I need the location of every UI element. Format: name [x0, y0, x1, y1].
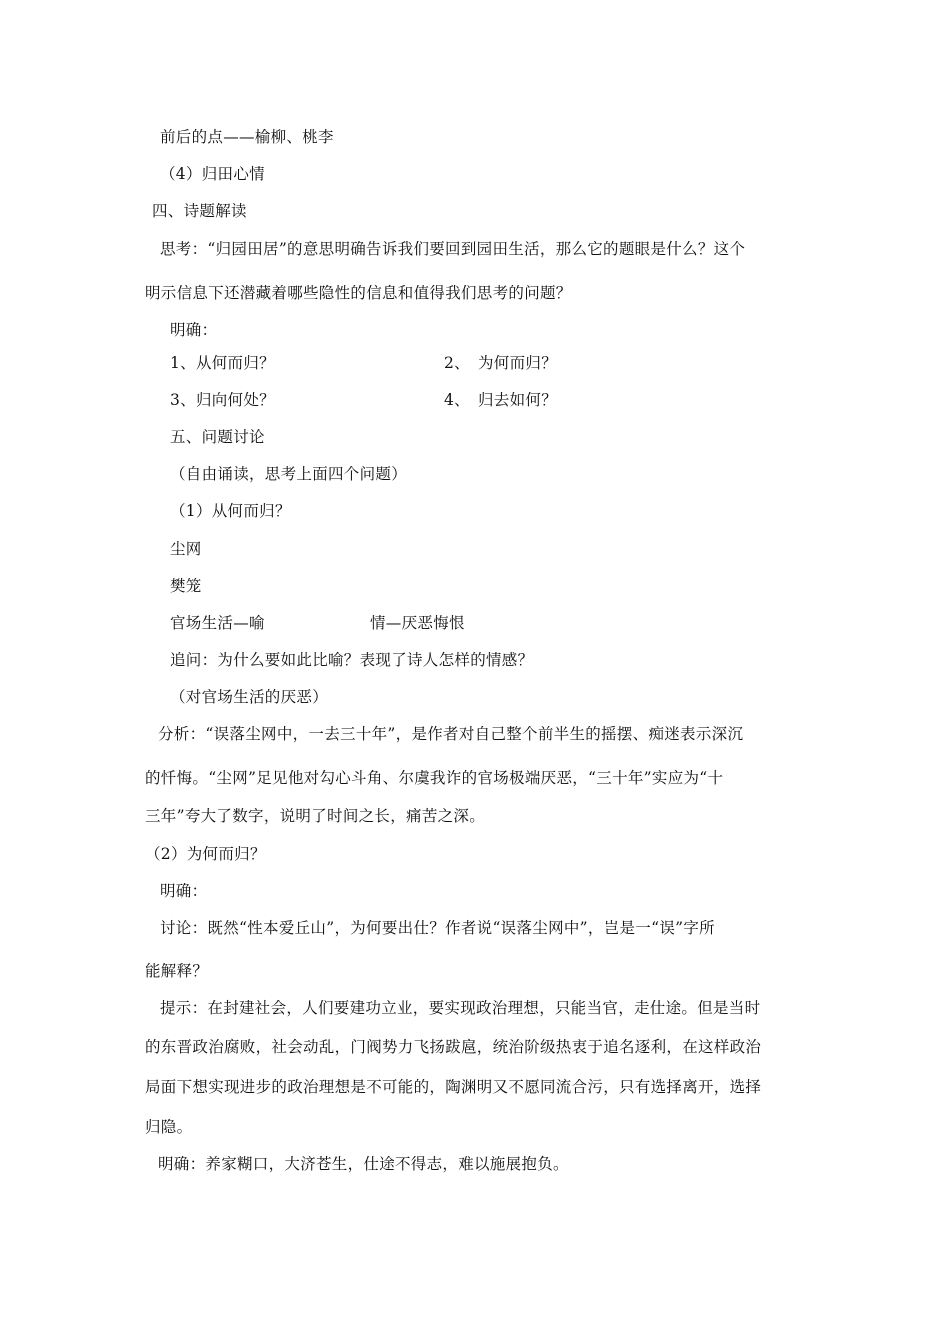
text-line: 情—厌恶悔恨	[370, 614, 465, 632]
text-line: （自由诵读，思考上面四个问题）	[170, 465, 408, 483]
text-line: 明确：	[170, 321, 218, 339]
question-item: 2、 为何而归？	[444, 354, 558, 372]
question-item: 4、 归去如何？	[444, 391, 558, 409]
paragraph-line: 提示：在封建社会，人们要建功立业，要实现政治理想，只能当官，走仕途。但是当时	[160, 999, 761, 1017]
paragraph-line: 明确：养家糊口，大济苍生，仕途不得志，难以施展抱负。	[158, 1155, 569, 1173]
paragraph-line: 三年”夸大了数字，说明了时间之长，痛苦之深。	[145, 807, 486, 825]
section-heading: （2）为何而归？	[145, 845, 266, 863]
text-line: （对官场生活的厌恶）	[170, 688, 329, 706]
text-line: 前后的点——榆柳、桃李	[160, 128, 334, 146]
paragraph-line: 讨论：既然“性本爱丘山”，为何要出仕？作者说“误落尘网中”，岂是一“误”字所	[160, 919, 715, 937]
section-heading: （4）归田心情	[160, 165, 265, 183]
question-item: 1、从何而归？	[170, 354, 275, 372]
section-heading: 四、诗题解读	[152, 202, 247, 220]
paragraph-line: 归隐。	[145, 1118, 193, 1136]
question-item: 3、归向何处？	[170, 391, 275, 409]
paragraph-line: 能解释？	[145, 962, 209, 980]
text-line: 尘网	[170, 540, 202, 558]
text-line: 官场生活—喻	[170, 614, 265, 632]
paragraph-line: 明示信息下还潜藏着哪些隐性的信息和值得我们思考的问题？	[145, 284, 572, 302]
text-line: 追问：为什么要如此比喻？表现了诗人怎样的情感？	[170, 651, 534, 669]
section-heading: 五、问题讨论	[170, 428, 265, 446]
text-line: 樊笼	[170, 577, 202, 595]
section-heading: （1）从何而归？	[170, 502, 291, 520]
paragraph-line: 思考：“归园田居”的意思明确告诉我们要回到园田生活，那么它的题眼是什么？这个	[160, 240, 746, 258]
text-line: 明确：	[160, 882, 208, 900]
paragraph-line: 的忏悔。“尘网”足见他对勾心斗角、尔虞我诈的官场极端厌恶，“三十年”实应为“十	[145, 769, 724, 787]
paragraph-line: 局面下想实现进步的政治理想是不可能的，陶渊明又不愿同流合污，只有选择离开，选择	[145, 1078, 762, 1096]
paragraph-line: 分析：“误落尘网中，一去三十年”，是作者对自己整个前半生的摇摆、痴迷表示深沉	[158, 725, 744, 743]
paragraph-line: 的东晋政治腐败，社会动乱，门阀势力飞扬跋扈，统治阶级热衷于追名逐利，在这样政治	[145, 1038, 762, 1056]
